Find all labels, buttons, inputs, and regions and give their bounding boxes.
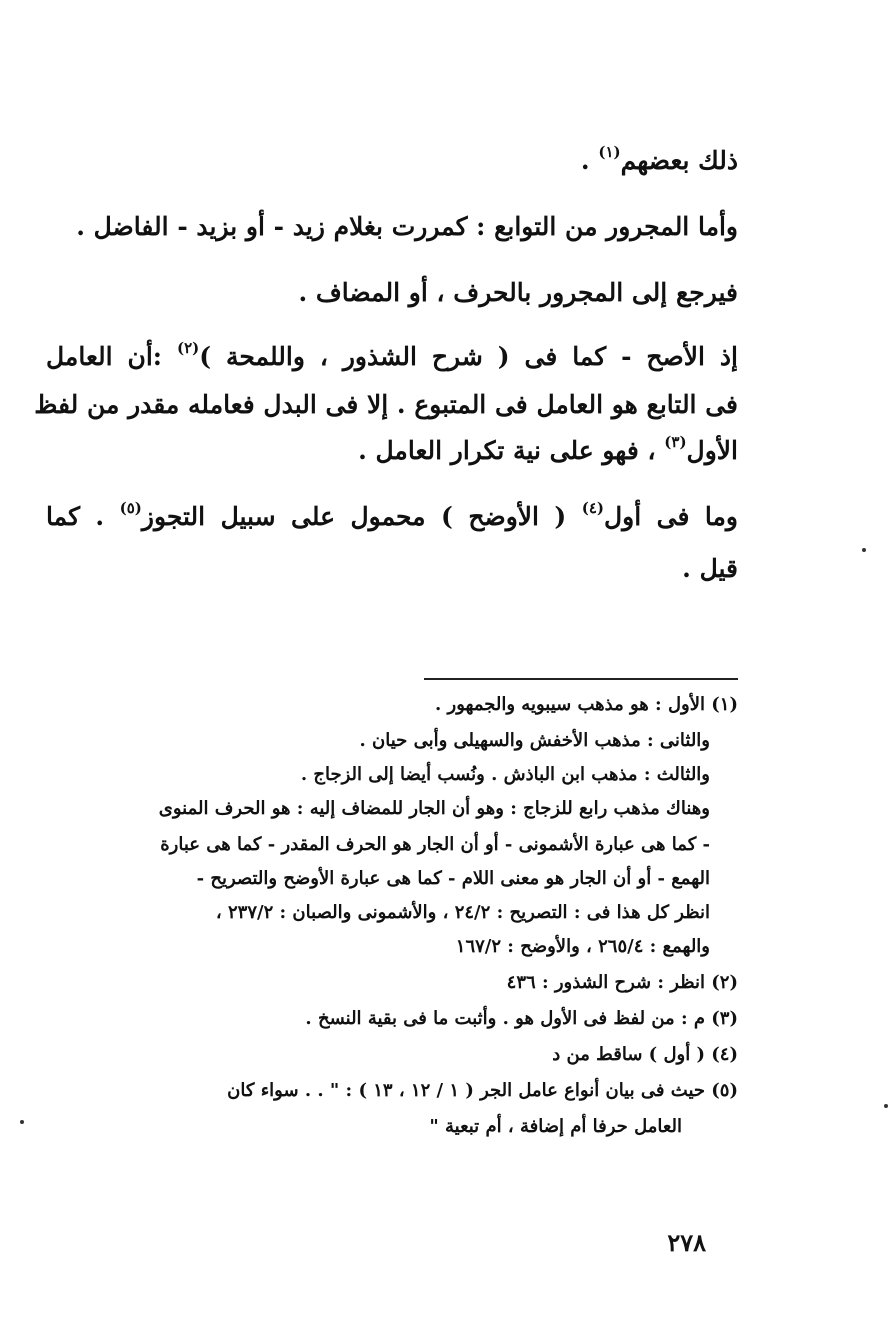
- paragraph-4-line-3-text: الأول: [686, 436, 738, 465]
- footnote-1-line-8: والهمع : ٢٦٥/٤ ، والأوضح : ١٦٧/٢: [455, 936, 710, 957]
- page-number: ٢٧٨: [667, 1228, 706, 1257]
- scan-speck: [20, 1120, 24, 1124]
- paragraph-1-text: ذلك بعضهم: [620, 146, 738, 175]
- footnote-4: (٤) ( أول ) ساقط من د: [552, 1044, 738, 1065]
- footnote-1-line-7: انظر كل هذا فى : التصريح : ٢٤/٢ ، والأشمونى والصبان : ٢٣٧/٢ ،: [215, 902, 710, 923]
- footnote-1-line-3: والثالث : مذهب ابن الباذش . ونُسب أيضا إلى الزجاج .: [300, 764, 710, 785]
- paragraph-5-line-1-text: وما فى أول: [604, 502, 738, 531]
- footnote-ref-4: (٤): [581, 499, 604, 517]
- paragraph-4-line-1: [46, 334, 738, 380]
- paragraph-5-line-1-tail: . كما: [46, 502, 120, 531]
- footnote-1-line-5: - كما هى عبارة الأشمونى - أو أن الجار هو الحرف المقدر - كما هى عبارة: [160, 834, 710, 855]
- paragraph-4-line-1-tail: :أن العامل: [46, 342, 177, 371]
- paragraph-3: فيرجع إلى المجرور بالحرف ، أو المضاف .: [298, 278, 738, 307]
- footnote-5-line-2: العامل حرفا أم إضافة ، أم تبعية ": [429, 1116, 682, 1137]
- paragraph-4-line-2: فى التابع هو العامل فى المتبوع . إلا فى البدل فعامله مقدر من لفظ: [34, 390, 738, 419]
- scan-speck: [884, 1104, 888, 1108]
- footnote-1-line-4: وهناك مذهب رابع للزجاج : وهو أن الجار للمضاف إليه : هو الحرف المنوى: [158, 798, 710, 819]
- footnote-3: (٣) م : من لفظ فى الأول هو . وأثبت ما فى بقية النسخ .: [305, 1008, 738, 1029]
- scan-speck: [862, 548, 866, 552]
- paragraph-4-line-1-text: إذ الأصح - كما فى ( شرح الشذور ، واللمحة ): [199, 342, 738, 371]
- paragraph-4-line-3: [358, 428, 738, 474]
- paragraph-5-line-1-mid: ( الأوضح ) محمول على سبيل التجوز: [141, 502, 582, 531]
- footnote-ref-5: (٥): [119, 499, 142, 517]
- paragraph-1: [581, 138, 738, 184]
- footnote-ref-2: (٢): [176, 339, 200, 357]
- paragraph-2: وأما المجرور من التوابع : كمررت بغلام زيد - أو بزيد - الفاضل .: [76, 212, 738, 241]
- footnote-separator: [424, 678, 738, 680]
- paragraph-5-line-2: قيل .: [682, 554, 738, 583]
- footnote-ref-3: (٣): [664, 433, 687, 451]
- footnote-1-line-1: (١) الأول : هو مذهب سيبويه والجمهور .: [435, 694, 738, 715]
- footnote-1-line-2: والثانى : مذهب الأخفش والسهيلى وأبى حيان .: [359, 730, 710, 751]
- footnote-2: (٢) انظر : شرح الشذور : ٤٣٦: [506, 972, 738, 993]
- footnote-5-line-1: (٥) حيث فى بيان أنواع عامل الجر ( ١ / ١٢ ، ١٣ ) : " . . سواء كان: [227, 1080, 738, 1101]
- footnote-1-line-6: الهمع - أو أن الجار هو معنى اللام - كما هى عبارة الأوضح والتصريح -: [196, 868, 710, 889]
- paragraph-4-line-3-tail: ، فهو على نية تكرار العامل .: [358, 436, 665, 465]
- footnote-ref-1: (١): [598, 143, 621, 161]
- paragraph-1-end: .: [580, 146, 599, 175]
- paragraph-5-line-1: [46, 494, 738, 540]
